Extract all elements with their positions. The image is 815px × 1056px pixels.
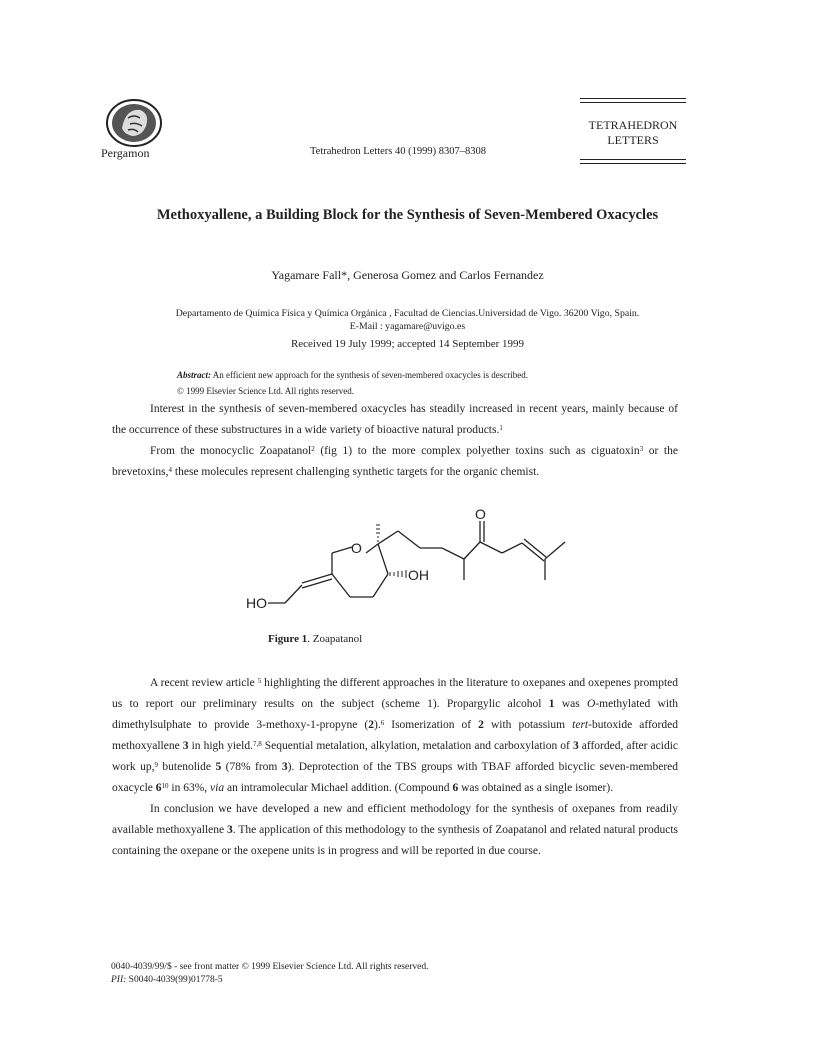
compound-number: 3 <box>182 740 189 752</box>
intro-text <box>112 399 678 483</box>
paragraph-text: From the monocyclic Zoapatanol <box>150 445 312 457</box>
paragraph-text: Sequential metalation, alkylation, metalation and carboxylation of <box>261 740 573 752</box>
paragraph-text: In conclusion we have developed a new and efficient methodology for the synthesis of oxepanes from readily available methoxyallene <box>112 803 678 836</box>
pergamon-logo <box>104 98 164 148</box>
abstract-text: An efficient new approach for the synthesis of seven-membered oxacycles is described. <box>212 370 529 380</box>
paragraph <box>112 799 678 862</box>
paragraph-text: an intramolecular Michael addition. (Compound <box>224 782 453 794</box>
paragraph-text: A recent review article <box>150 677 258 689</box>
article-title: Methoxyallene, a Building Block for the Synthesis of Seven-Membered Oxacycles <box>156 207 659 223</box>
reference-marker: 2 <box>311 445 315 453</box>
reference-marker: 9 <box>154 761 158 769</box>
paragraph <box>112 673 678 799</box>
paragraph-text: -methylated with dimethylsulphate to provide 3-methoxy-1-propyne ( <box>112 698 678 731</box>
received-dates: Received 19 July 1999; accepted 14 September 1999 <box>290 338 525 350</box>
journal-citation: Tetrahedron Letters 40 (1999) 8307–8308 <box>310 146 486 157</box>
author-list: Yagamare Fall*, Generosa Gomez and Carlos Fernandez <box>271 268 544 282</box>
paragraph-text: -butoxide afforded methoxyallene <box>112 719 678 752</box>
compound-number: 3 <box>281 761 288 773</box>
reference-marker: 3 <box>639 445 644 453</box>
ring-oxygen-label: O <box>351 540 362 556</box>
pii-label: PII: <box>111 975 127 985</box>
hydroxyl-label: OH <box>408 567 429 583</box>
zoapatanol-structure <box>240 505 580 615</box>
header-rule <box>580 102 686 103</box>
paragraph-text: highlighting the different approaches in the literature to oxepanes and oxepenes prompted us to report our preliminary results on the subject (scheme 1). Propargylic alcohol <box>112 677 678 710</box>
affiliation <box>60 307 755 333</box>
paragraph-text: with potassium <box>483 719 573 731</box>
paragraph-text: was <box>554 698 588 710</box>
journal-name-line2: LETTERS <box>607 133 659 147</box>
paragraph-text: (78% from <box>221 761 282 773</box>
header-rule <box>580 163 686 164</box>
body-text <box>112 673 678 862</box>
paragraph-text: (fig 1) to the more complex polyether toxins such as ciguatoxin <box>314 445 640 457</box>
reference-marker: 7,8 <box>252 740 262 748</box>
paragraph-text: Interest in the synthesis of seven-membered oxacycles has steadily increased in recent years, mainly because of the occurrence of these substructures in a wide variety of bioactive natural products. <box>112 403 678 436</box>
paragraph <box>112 441 678 483</box>
reference-marker: 10 <box>161 782 169 790</box>
paragraph-text: Isomerization of <box>384 719 479 731</box>
paragraph-text: or the brevetoxins, <box>112 445 678 478</box>
italic-term: O <box>587 698 596 710</box>
front-matter-line: 0040-4039/99/$ - see front matter © 1999 Elsevier Science Ltd. All rights reserved. <box>111 962 429 972</box>
paragraph-text: butenolide <box>157 761 216 773</box>
figure-caption-label: Figure 1 <box>268 633 308 645</box>
copyright-line: © 1999 Elsevier Science Ltd. All rights reserved. <box>177 386 355 396</box>
compound-number: 2 <box>478 719 484 731</box>
hydroxyl-label: HO <box>246 595 267 611</box>
abstract-label: Abstract: <box>177 370 212 380</box>
header-rule <box>580 98 686 99</box>
paragraph-text: in 63%, <box>168 782 211 794</box>
figure-caption <box>268 633 362 645</box>
paragraph-text: ). Deprotection of the TBS groups with TBAF afforded bicyclic seven-membered oxacycle <box>112 761 679 794</box>
paragraph-text: was obtained as a single isomer). <box>458 782 614 794</box>
compound-number: 1 <box>548 698 555 710</box>
publisher-name: Pergamon <box>101 146 150 160</box>
affiliation-address: Departamento de Química Física y Química Orgánica , Facultad de Ciencias.Universidad de Vigo. 36200 Vigo, Spain. <box>175 308 640 319</box>
paragraph <box>112 399 678 441</box>
paragraph-text: afforded, after acidic work up, <box>112 740 678 773</box>
carbonyl-oxygen-label: O <box>475 506 486 522</box>
reference-marker: 1 <box>499 424 503 432</box>
paragraph-text: these molecules represent challenging synthetic targets for the organic chemist. <box>172 466 540 478</box>
header-rule <box>580 159 686 160</box>
reference-marker: 6 <box>380 719 385 727</box>
abstract <box>177 367 528 399</box>
italic-term: tert <box>572 719 589 731</box>
compound-number: 6 <box>155 782 162 794</box>
compound-number: 5 <box>215 761 222 773</box>
paragraph-text: ). <box>373 719 381 731</box>
reference-marker: 4 <box>168 466 173 474</box>
compound-number: 3 <box>572 740 579 752</box>
italic-term: via <box>210 782 225 794</box>
paragraph-text: in high yield. <box>188 740 253 752</box>
compound-number: 3 <box>227 824 233 836</box>
reference-marker: 5 <box>257 677 262 685</box>
author-email: E-Mail : yagamare@uvigo.es <box>349 321 466 332</box>
compound-number: 6 <box>452 782 459 794</box>
page-footer <box>111 961 428 987</box>
paragraph-text: . The application of this methodology to the synthesis of Zoapatanol and related natural products containing the oxepane or the oxepene units is in progress and will be reported in due course. <box>112 824 678 857</box>
journal-name-line1: TETRAHEDRON <box>588 118 678 132</box>
journal-name <box>580 118 686 148</box>
figure-caption-text: . Zoapatanol <box>307 633 363 645</box>
compound-number: 2 <box>368 719 374 731</box>
pii-value: S0040-4039(99)01778-5 <box>126 975 223 985</box>
